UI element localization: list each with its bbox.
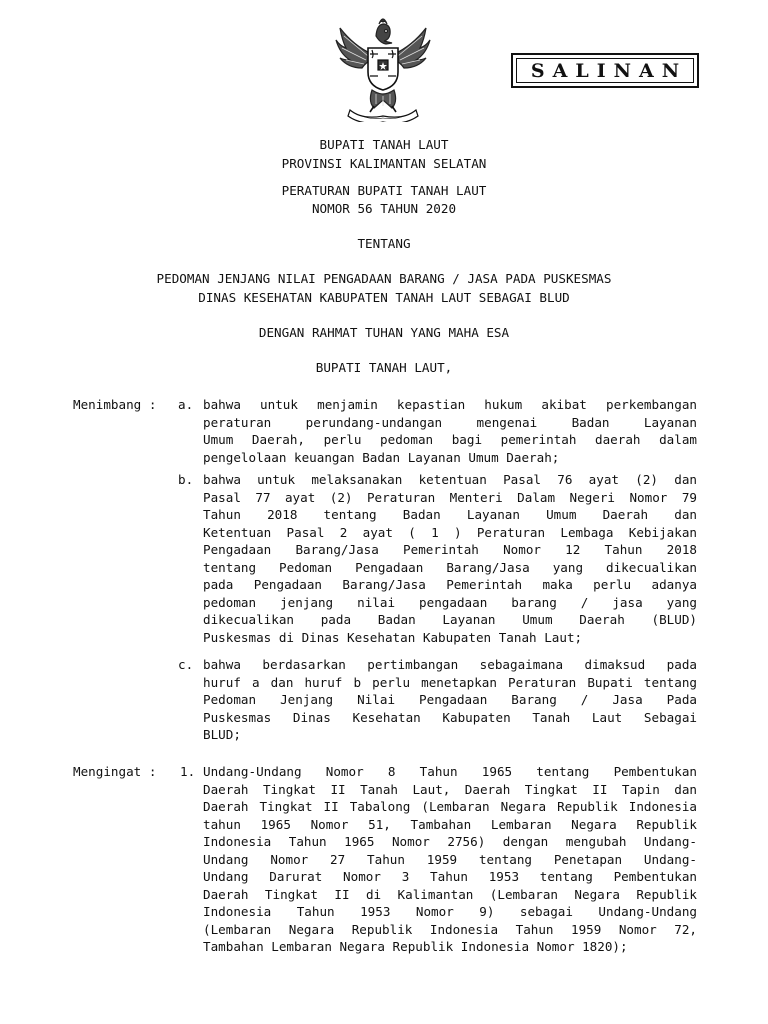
text-line: pedoman jenjang nilai pengadaan barang / jasa yang	[203, 594, 697, 610]
text-line: bahwa berdasarkan pertimbangan sebagaimana dimaksud pada	[203, 657, 697, 672]
text-line: BLUD;	[203, 727, 241, 742]
about-heading: TENTANG	[357, 236, 411, 251]
text-line: tentang Pedoman Pengadaan Barang/Jasa yang dikecualikan	[203, 559, 697, 575]
mengingat-label: Mengingat :	[73, 764, 157, 779]
text-line: huruf a dan huruf b perlu menetapkan Peraturan Bupati tentang	[203, 674, 697, 690]
text-line: Daerah Tingkat II di Kalimantan (Lembaran Negara Republik	[203, 886, 697, 902]
text-line: Ketentuan Pasal 2 ayat ( 1 ) Peraturan Lembaga Kebijakan	[203, 524, 697, 540]
text-line: Pedoman Jenjang Nilai Pengadaan Barang / Jasa Pada	[203, 692, 697, 707]
text-line: (Lembaran Negara Republik Indonesia Tahun 1959 Nomor 72,	[203, 921, 697, 937]
text-line: Undang Nomor 27 Tahun 1959 tentang Penetapan Undang-	[203, 851, 697, 867]
regent-title: BUPATI TANAH LAUT	[319, 137, 449, 152]
stamp-text: SALINAN	[516, 58, 694, 83]
subject-line-2: DINAS KESEHATAN KABUPATEN TANAH LAUT SEBAGAI BLUD	[198, 290, 570, 305]
text-line: Puskesmas di Dinas Kesehatan Kabupaten Tanah Laut;	[203, 629, 583, 645]
menimbang-item-c	[203, 656, 697, 744]
text-line: Indonesia Tahun 1965 Nomor 2756) dengan mengubah Undang-	[203, 834, 697, 849]
text-line: bahwa untuk menjamin kepastian hukum akibat perkembangan	[203, 397, 697, 412]
mengingat-item-1	[203, 763, 697, 956]
menimbang-item-a	[203, 396, 697, 466]
regulation-title: PERATURAN BUPATI TANAH LAUT	[281, 183, 487, 198]
text-line: Pengadaan Barang/Jasa Pemerintah Nomor 12 Tahun 2018	[203, 542, 697, 557]
regent-signatory-heading: BUPATI TANAH LAUT,	[315, 360, 453, 375]
menimbang-marker-a: a.	[178, 397, 194, 412]
text-line: bahwa untuk melaksanakan ketentuan Pasal 76 ayat (2) dan	[203, 472, 697, 487]
text-line: Puskesmas Dinas Kesehatan Kabupaten Tanah Laut Sebagai	[203, 709, 697, 725]
menimbang-marker-c: c.	[178, 657, 194, 672]
text-line: Indonesia Tahun 1953 Nomor 9) sebagai Undang-Undang	[203, 904, 697, 919]
text-line: Umum Daerah, perlu pedoman bagi pemerintah daerah dalam	[203, 432, 697, 447]
text-line: dikecualikan pada Badan Layanan Umum Daerah (BLUD)	[203, 612, 697, 627]
text-line: Tahun 2018 tentang Badan Layanan Umum Daerah dan	[203, 507, 697, 522]
text-line: Daerah Tingkat II Tanah Laut, Daerah Tingkat II Tapin dan	[203, 781, 697, 797]
text-line: Undang Darurat Nomor 3 Tahun 1953 tentang Pembentukan	[203, 869, 697, 884]
province-title: PROVINSI KALIMANTAN SELATAN	[281, 156, 487, 171]
preamble-invocation: DENGAN RAHMAT TUHAN YANG MAHA ESA	[258, 325, 510, 340]
menimbang-marker-b: b.	[178, 472, 194, 487]
regulation-number: NOMOR 56 TAHUN 2020	[311, 201, 457, 216]
text-line: pengelolaan keuangan Badan Layanan Umum Daerah;	[203, 449, 560, 465]
subject-line-1: PEDOMAN JENJANG NILAI PENGADAAN BARANG / JASA PADA PUSKESMAS	[156, 271, 612, 286]
text-line: tahun 1965 Nomor 51, Tambahan Lembaran Negara Republik	[203, 816, 697, 832]
text-line: Daerah Tingkat II Tabalong (Lembaran Negara Republik Indonesia	[203, 799, 697, 814]
text-line: Pasal 77 ayat (2) Peraturan Menteri Dalam Negeri Nomor 79	[203, 489, 697, 505]
text-line: peraturan perundang-undangan mengenai Badan Layanan	[203, 414, 697, 430]
mengingat-marker-1: 1.	[180, 764, 196, 779]
menimbang-label: Menimbang :	[73, 397, 157, 412]
text-line: Undang-Undang Nomor 8 Tahun 1965 tentang Pembentukan	[203, 764, 697, 779]
menimbang-item-b	[203, 471, 697, 646]
text-line: pada Pengadaan Barang/Jasa Pemerintah maka perlu adanya	[203, 577, 697, 592]
salinan-stamp	[511, 53, 699, 88]
garuda-pancasila-emblem-icon	[332, 10, 434, 122]
text-line: Tambahan Lembaran Negara Republik Indonesia Nomor 1820);	[203, 939, 628, 954]
